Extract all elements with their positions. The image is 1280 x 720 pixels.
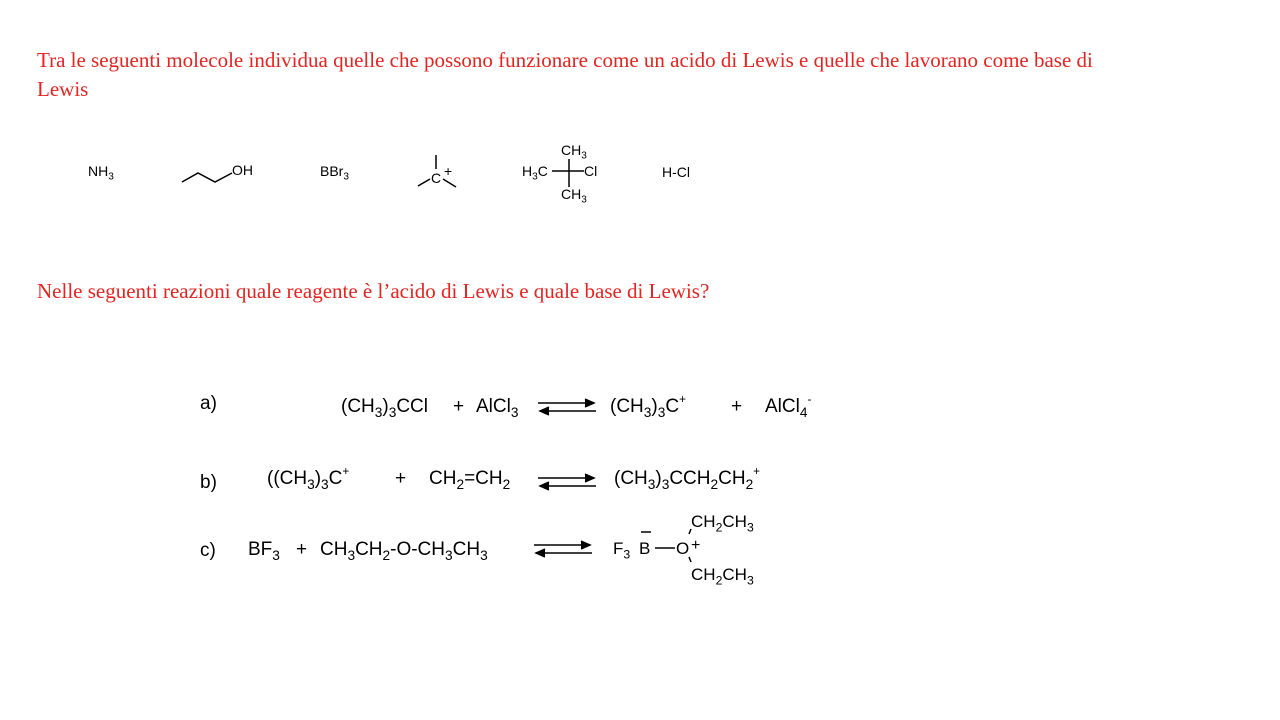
reaction-c-reactant-1: $BF_3$	[248, 539, 280, 563]
molecule-bbr3: BBr$_3$	[320, 163, 349, 183]
reaction-a-product-2: AlCl$_4$-	[765, 393, 812, 420]
tbucl-right-cl: Cl	[584, 163, 598, 179]
reaction-b-reactant-1: ($(CH_3)_3C^+$	[267, 465, 350, 492]
reaction-c-product-boron: B	[639, 539, 651, 558]
reaction-c-product-bonds	[636, 512, 696, 582]
molecule-nh3: $NH_3$	[88, 163, 114, 183]
question-1: Tra le seguenti molecole individua quelle che possono funzionare come un acido di Lewis e quelle che lavorano come base di Lewis	[37, 48, 1093, 101]
reaction-c-product-f3: $F_3$	[613, 539, 631, 562]
reaction-c-reactant-2: $CH_3CH_2-O-CH_3CH_3$	[320, 539, 488, 563]
tbucl-left-h3c: $H_3C$	[522, 163, 548, 183]
reaction-c-product-oxygen: O	[676, 539, 690, 558]
reaction-c-plus-1: +	[296, 539, 308, 560]
reaction-a-label: a)	[200, 393, 217, 414]
reaction-c-product-charge: +	[691, 537, 701, 554]
molecule-carbocation-c: C	[431, 170, 442, 186]
reaction-b-product: $(CH_3)_3CCH_2CH_2^+$	[614, 465, 761, 492]
tbucl-top-ch3: $CH_3$	[561, 142, 587, 162]
propanol-skeleton	[182, 168, 237, 184]
reaction-a-plus-2: +	[731, 396, 743, 417]
reaction-a-reactant-1: $(CH_3)_3CCl$	[341, 396, 428, 420]
equilibrium-arrow-a	[536, 398, 598, 416]
tbucl-bottom-ch3: $CH_3$	[561, 186, 587, 206]
reaction-a-product-1: $(CH_3)_3C^+$	[610, 393, 686, 420]
equilibrium-arrow-b	[536, 473, 598, 491]
reaction-c-product-bottom-ethyl: $CH_2CH_3$	[691, 565, 754, 588]
molecule-propanol-oh: OH	[232, 162, 253, 178]
equilibrium-arrow-c	[532, 540, 594, 558]
reaction-b-reactant-2: $CH_2=CH_2$	[429, 468, 511, 492]
reaction-b-plus-1: +	[395, 468, 407, 489]
molecule-hcl: H-Cl	[662, 164, 690, 180]
reaction-a-reactant-2: AlCl$_3$	[476, 396, 519, 420]
reaction-c-label: c)	[200, 540, 216, 561]
reaction-c-product-top-ethyl: $CH_2CH_3$	[691, 512, 754, 535]
reaction-b-label: b)	[200, 472, 217, 493]
carbocation-charge: +	[444, 163, 453, 179]
reaction-a-plus-1: +	[453, 396, 465, 417]
question-2: Nelle seguenti reazioni quale reagente è l’acido di Lewis e quale base di Lewis?	[37, 279, 710, 303]
